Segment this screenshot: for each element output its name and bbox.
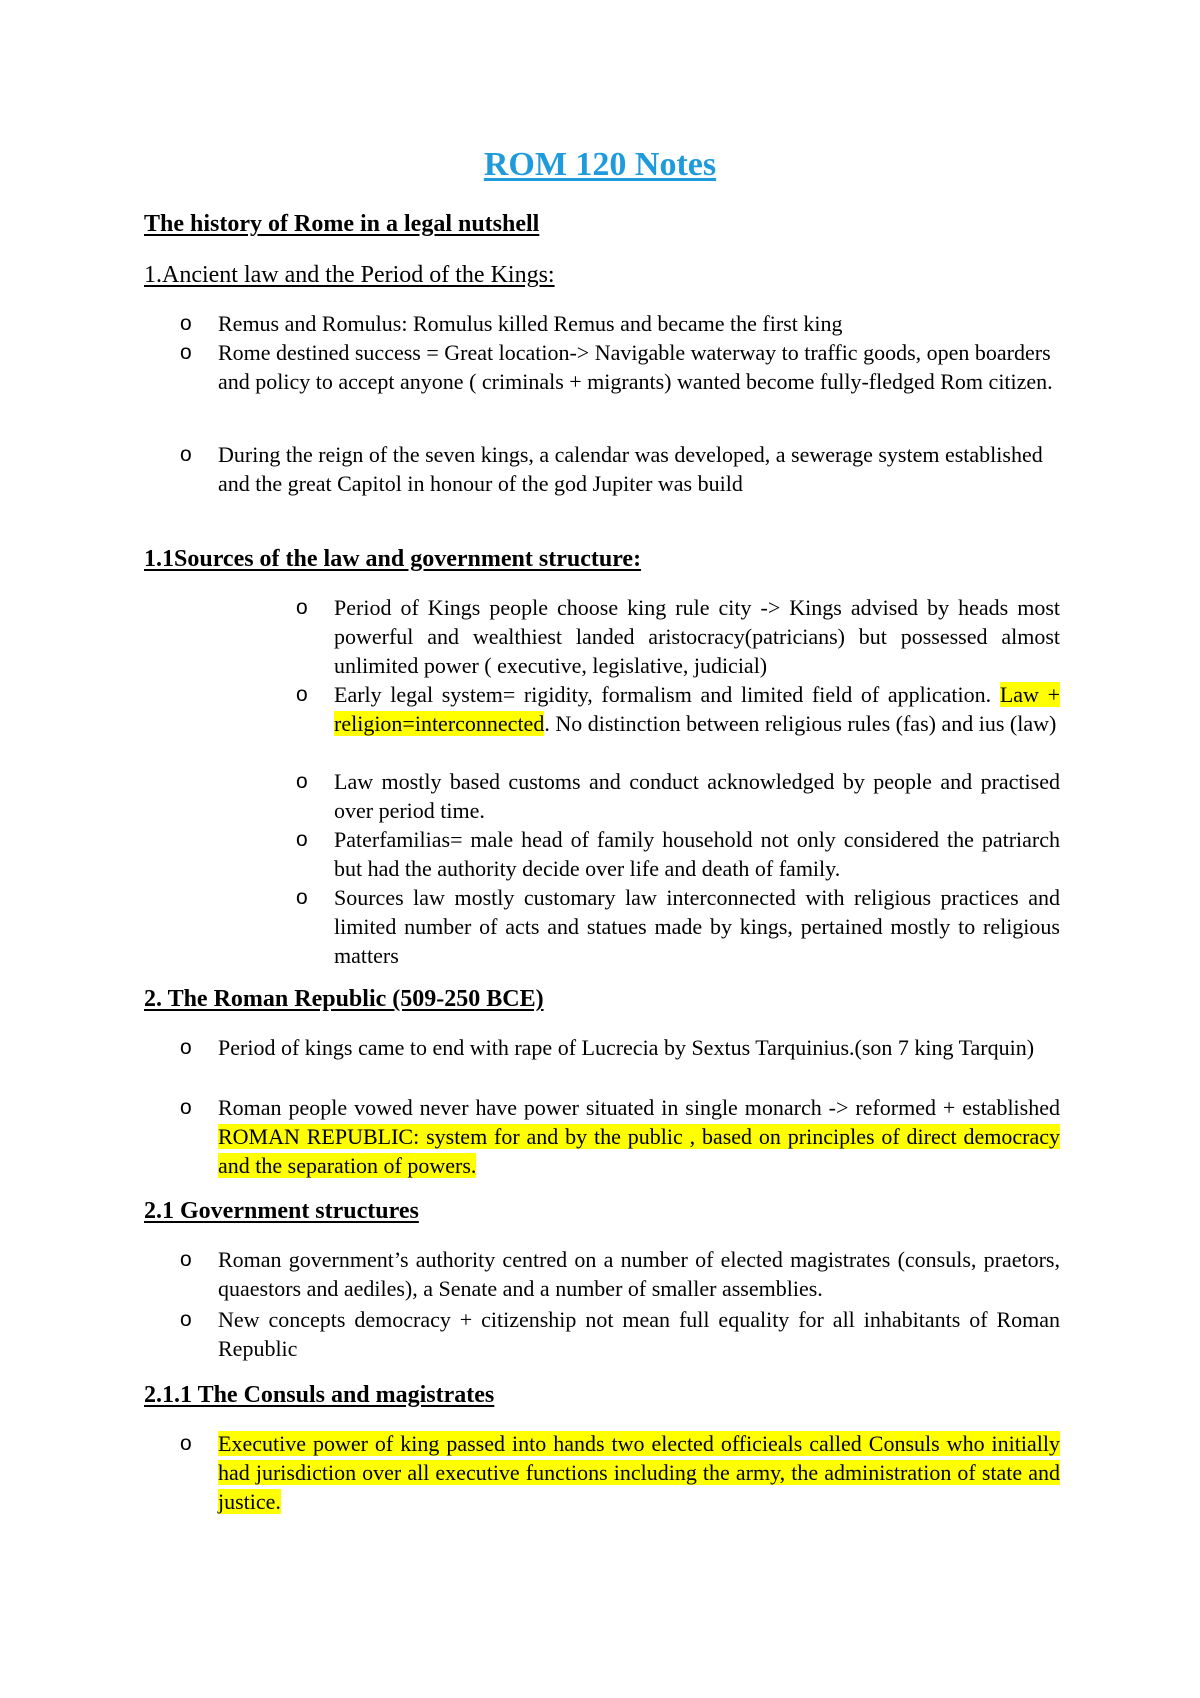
bullet-text: Sources law mostly customary law interconnected with religious practices and limited number of acts and statues made by kings, pertained mostly to religious matters — [334, 885, 1060, 968]
list-item — [296, 593, 1060, 680]
bullet-marker: o — [296, 828, 308, 851]
section-heading-consuls: 2.1.1 The Consuls and magistrates — [144, 1382, 495, 1408]
bullet-marker: o — [180, 341, 192, 364]
list-item — [180, 1245, 1060, 1303]
bullet-text: Period of Kings people choose king rule city -> Kings advised by heads most powerful and wealthiest landed aristocracy(patricians) but possessed almost unlimited power ( executive, legislative, judicial) — [334, 595, 1060, 678]
list-item — [296, 767, 1060, 825]
list-item — [180, 338, 1058, 396]
bullet-text: Roman government’s authority centred on a number of elected magistrates (consuls, praetors, quaestors and aediles), a Senate and a number of smaller assemblies. — [218, 1247, 1060, 1301]
bullet-marker: o — [180, 443, 192, 466]
list-item — [180, 440, 1058, 498]
list-item — [180, 1429, 1060, 1516]
bullet-text-before: Roman people vowed never have power situated in single monarch -> reformed + established — [218, 1095, 1060, 1120]
section-heading-sources: 1.1Sources of the law and government structure: — [144, 546, 642, 572]
bullet-text: New concepts democracy + citizenship not mean full equality for all inhabitants of Roman Republic — [218, 1307, 1060, 1361]
bullet-text-before: Early legal system= rigidity, formalism and limited field of application. — [334, 682, 1000, 707]
bullet-marker: o — [296, 596, 308, 619]
highlighted-text: Executive power of king passed into hands two elected officieals called Consuls who initially had jurisdiction over all executive functions including the army, the administration of state and justice. — [218, 1431, 1060, 1514]
bullet-text: Law mostly based customs and conduct acknowledged by people and practised over period time. — [334, 769, 1060, 823]
bullet-marker: o — [180, 1096, 192, 1119]
bullet-marker: o — [296, 886, 308, 909]
list-item — [296, 680, 1060, 738]
bullet-text-after: . No distinction between religious rules (fas) and ius (law) — [544, 711, 1057, 736]
bullet-marker: o — [180, 1308, 192, 1331]
section-heading-government: 2.1 Government structures — [144, 1198, 419, 1224]
bullet-text: Remus and Romulus: Romulus killed Remus and became the first king — [218, 311, 843, 336]
list-item — [296, 825, 1060, 883]
bullet-marker: o — [180, 312, 192, 335]
list-item — [180, 309, 1058, 338]
bullet-marker: o — [180, 1036, 192, 1059]
highlighted-text: ROMAN REPUBLIC: system for and by the public , based on principles of direct democracy and the separation of powers. — [218, 1124, 1060, 1178]
list-item — [180, 1305, 1060, 1363]
document-subtitle: The history of Rome in a legal nutshell — [144, 211, 540, 237]
bullet-marker: o — [296, 770, 308, 793]
bullet-text: Period of kings came to end with rape of Lucrecia by Sextus Tarquinius.(son 7 king Tarquin) — [218, 1035, 1035, 1060]
section-heading-kings: 1.Ancient law and the Period of the Kings: — [144, 262, 555, 288]
document-title: ROM 120 Notes — [483, 146, 717, 183]
bullet-marker: o — [180, 1432, 192, 1455]
bullet-marker: o — [296, 683, 308, 706]
bullet-text: Rome destined success = Great location-> Navigable waterway to traffic goods, open boarders and policy to accept anyone ( criminals + migrants) wanted become fully-fledged Rom citizen. — [218, 340, 1053, 394]
list-item — [180, 1093, 1060, 1180]
section-heading-republic: 2. The Roman Republic (509-250 BCE) — [144, 986, 544, 1012]
list-item — [296, 883, 1060, 970]
bullet-text: Paterfamilias= male head of family household not only considered the patriarch but had the authority decide over life and death of family. — [334, 827, 1060, 881]
list-item — [180, 1033, 1060, 1062]
highlighted-text: Law + religion=interconnected — [334, 682, 1060, 736]
bullet-marker: o — [180, 1248, 192, 1271]
bullet-text: During the reign of the seven kings, a calendar was developed, a sewerage system established and the great Capitol in honour of the god Jupiter was build — [218, 442, 1043, 496]
